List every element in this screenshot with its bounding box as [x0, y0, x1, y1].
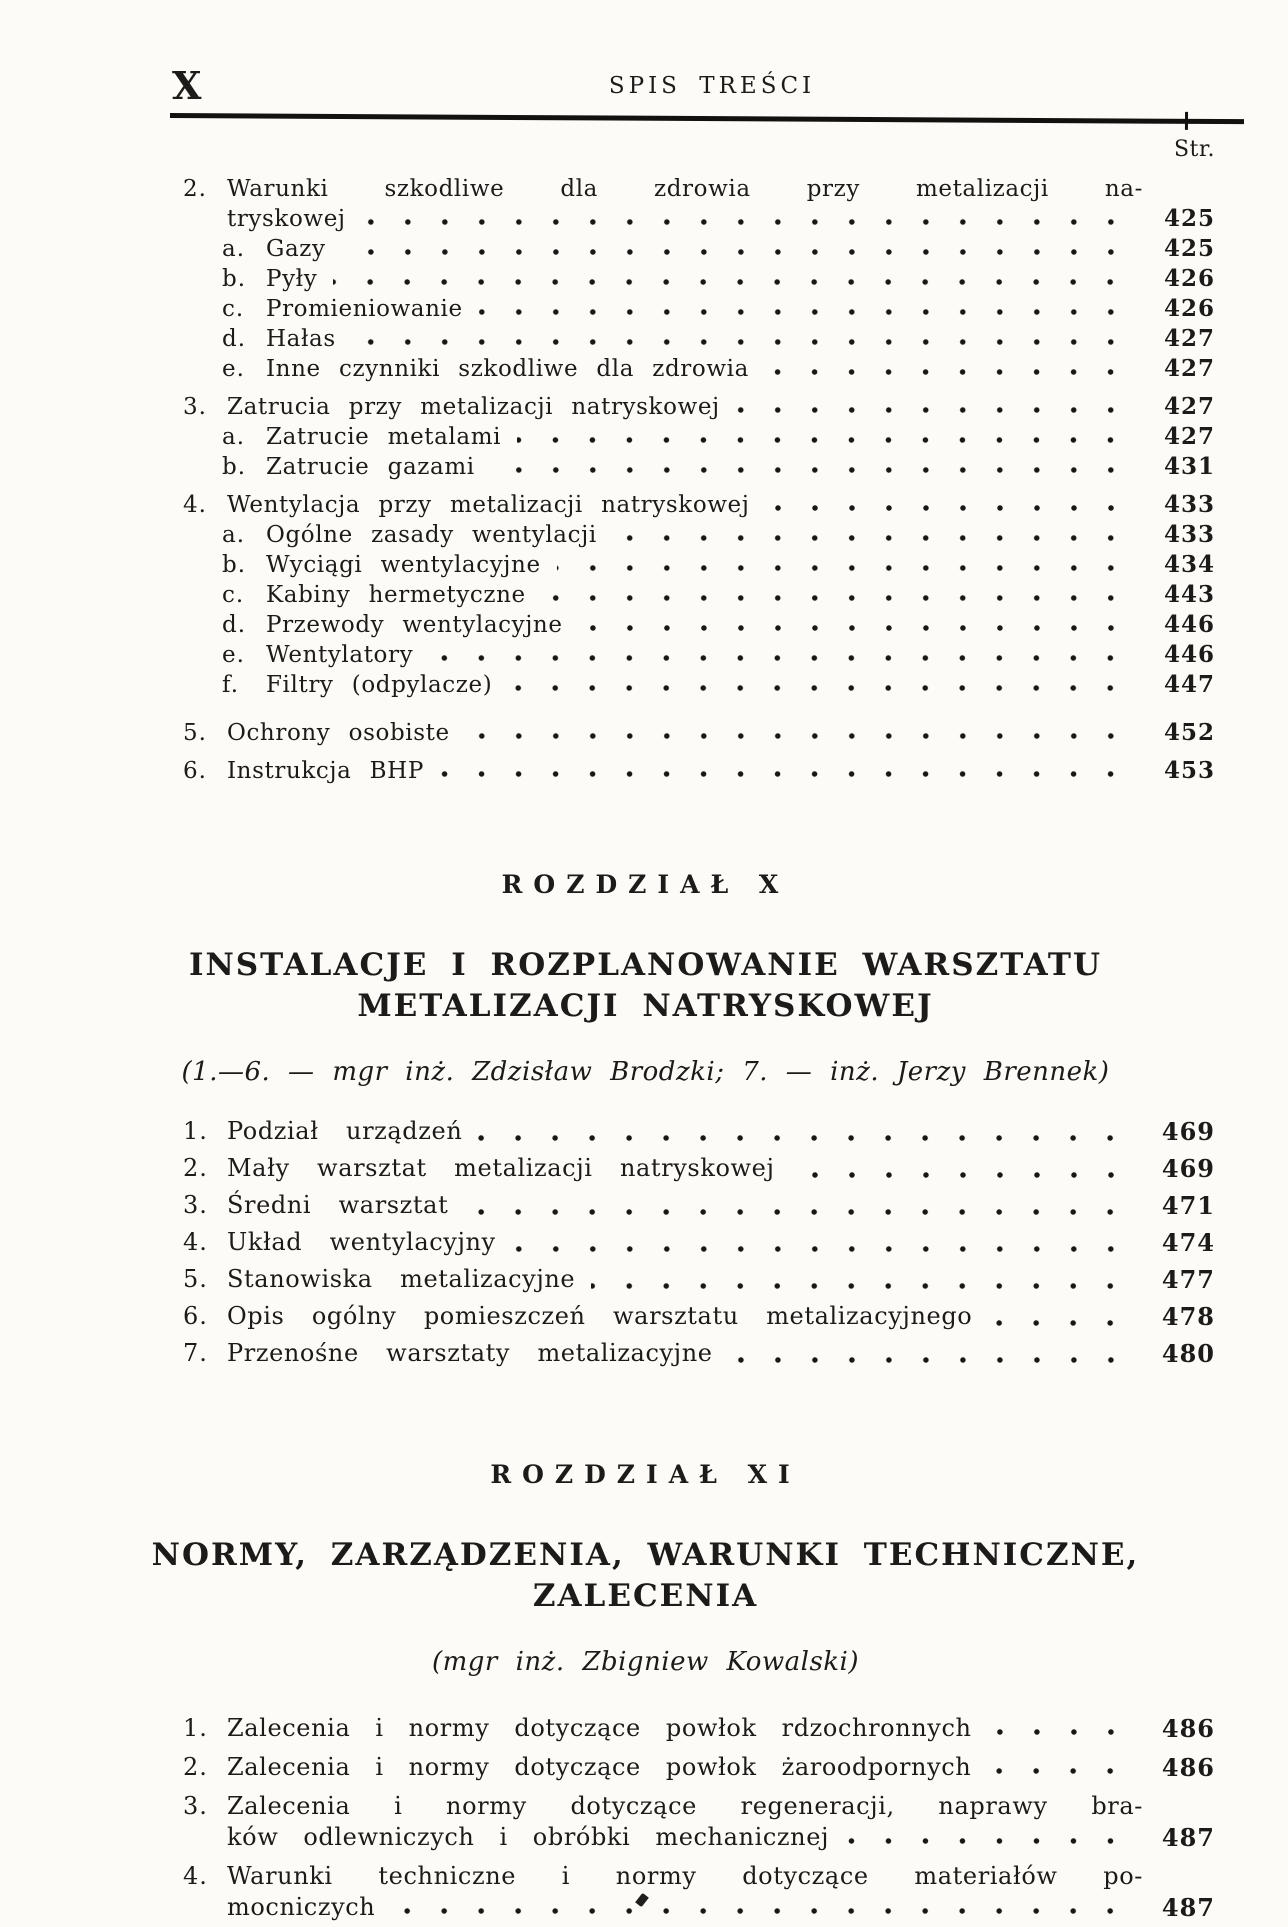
- entry-label: tryskowej: [227, 206, 346, 232]
- entry-label: Podział urządzeń: [227, 1117, 463, 1145]
- page-number: 427: [1163, 423, 1215, 450]
- entry-label: Filtry (odpylacze): [266, 672, 493, 698]
- page-number: 469: [1161, 1154, 1215, 1183]
- entry-label: Kabiny hermetyczne: [266, 582, 526, 608]
- toc-entry: [172, 670, 1215, 700]
- page-number: 469: [1161, 1117, 1215, 1146]
- dot-leader: [845, 1822, 1133, 1853]
- entry-label: Zatrucie gazami: [266, 454, 475, 480]
- dot-leader: [508, 670, 1133, 700]
- entry-label: Zalecenia i normy dotyczące regeneracji, naprawy bra-: [227, 1792, 1143, 1820]
- toc-entry: [172, 1791, 1215, 1822]
- header-rule: [170, 113, 1244, 124]
- page-number: 425: [1163, 205, 1215, 232]
- toc-entry-continuation: [172, 1892, 1215, 1923]
- page-number: 431: [1163, 453, 1215, 480]
- page-number: 427: [1163, 325, 1215, 352]
- dot-leader: [557, 550, 1133, 580]
- dot-leader: [440, 756, 1133, 786]
- page-number: 471: [1161, 1191, 1215, 1220]
- entry-label: Stanowiska metalizacyjne: [227, 1265, 576, 1293]
- dot-leader: [333, 264, 1133, 294]
- toc-entry: [172, 640, 1215, 670]
- chapter-title-xi: [124, 1535, 1167, 1617]
- chapter-heading-xi: ROZDZIAŁ XI: [490, 1460, 801, 1489]
- entry-number: b.: [222, 552, 247, 578]
- dot-leader: [988, 1298, 1133, 1335]
- dot-leader: [352, 324, 1133, 354]
- dot-leader: [736, 392, 1133, 422]
- entry-number: 6.: [183, 758, 207, 784]
- page-number: 486: [1161, 1753, 1215, 1782]
- entry-label: Zalecenia i normy dotyczące powłok rdzochronnych: [227, 1714, 972, 1742]
- entry-label: Warunki techniczne i normy dotyczące materiałów po-: [227, 1862, 1143, 1890]
- entry-number: 7.: [183, 1339, 208, 1367]
- toc-entry: [172, 294, 1215, 324]
- chapter-title-x: [124, 945, 1167, 1027]
- toc-entry: [172, 354, 1215, 384]
- toc-entry: [172, 1713, 1215, 1744]
- entry-number: 2.: [183, 1753, 208, 1781]
- dot-leader: [766, 490, 1134, 520]
- running-head-title: SPIS TREŚCI: [608, 73, 816, 99]
- entry-number: 4.: [183, 492, 207, 518]
- entry-number: d.: [222, 326, 247, 352]
- entry-label: Zatrucia przy metalizacji natryskowej: [227, 394, 720, 420]
- toc-entry: [172, 520, 1215, 550]
- toc-entry: [172, 422, 1215, 452]
- toc-entry-continuation: [172, 1822, 1215, 1853]
- entry-label: Wentylatory: [266, 642, 414, 668]
- dot-leader: [591, 1261, 1133, 1298]
- dot-leader: [391, 1892, 1133, 1923]
- toc-entry: [172, 1261, 1215, 1298]
- page-number: 446: [1163, 641, 1215, 668]
- page-number: 427: [1163, 355, 1215, 382]
- dot-leader: [429, 640, 1133, 670]
- entry-label: Ogólne zasady wentylacji: [266, 522, 597, 548]
- dot-leader: [613, 520, 1133, 550]
- chapter-title-line: ZALECENIA: [532, 1578, 759, 1614]
- chapter-heading-x: ROZDZIAŁ X: [501, 870, 790, 899]
- running-header: [0, 0, 1288, 107]
- toc-entry-continuation: [172, 204, 1215, 234]
- toc-entry: [172, 264, 1215, 294]
- page-number: 425: [1163, 235, 1215, 262]
- dot-leader: [362, 204, 1133, 234]
- entry-number: 4.: [183, 1228, 208, 1256]
- toc-entry: [172, 718, 1215, 748]
- page-content: [0, 138, 1288, 1923]
- page-folio: X: [172, 63, 203, 108]
- toc-entry: [172, 1187, 1215, 1224]
- toc-entry: [172, 580, 1215, 610]
- entry-number: b.: [222, 266, 247, 292]
- dot-leader: [466, 718, 1133, 748]
- dot-leader: [988, 1713, 1133, 1744]
- toc-section-chapter-10: [172, 1113, 1215, 1372]
- page-number: 477: [1161, 1265, 1215, 1294]
- page-column-spacer: [1143, 1791, 1215, 1822]
- toc-entry: [172, 452, 1215, 482]
- toc-entry: [172, 1224, 1215, 1261]
- toc-entry: [172, 756, 1215, 786]
- page-number: 487: [1161, 1893, 1215, 1922]
- entry-label: Przewody wentylacyjne: [266, 612, 563, 638]
- entry-number: e.: [222, 356, 245, 382]
- dot-leader: [579, 610, 1133, 640]
- toc-entry: [172, 1150, 1215, 1187]
- toc-entry: [172, 1752, 1215, 1783]
- dot-leader: [517, 422, 1133, 452]
- dot-leader: [791, 1150, 1133, 1187]
- entry-number-empty: [183, 204, 227, 234]
- page-number: 433: [1163, 491, 1215, 518]
- toc-entry: [172, 324, 1215, 354]
- page-number: 426: [1163, 295, 1215, 322]
- page-column-spacer: [1143, 174, 1215, 204]
- entry-number: 3.: [183, 1792, 208, 1820]
- toc-entry: [172, 392, 1215, 422]
- entry-label: Układ wentylacyjny: [227, 1228, 496, 1256]
- page-column-label: Str.: [1173, 137, 1215, 162]
- entry-number-empty: [183, 1822, 227, 1853]
- dot-leader: [479, 294, 1133, 324]
- entry-label: Średni warsztat: [227, 1191, 449, 1219]
- entry-label: Hałas: [266, 326, 336, 352]
- entry-label: Mały warsztat metalizacji natryskowej: [227, 1154, 775, 1182]
- toc-entry: [172, 1861, 1215, 1892]
- page-number: 443: [1163, 581, 1215, 608]
- chapter-authors-x: (1.—6. — mgr inż. Zdzisław Brodzki; 7. — inż. Jerzy Brennek): [181, 1057, 1110, 1087]
- entry-number: b.: [222, 454, 247, 480]
- toc-entry: [172, 234, 1215, 264]
- toc-entry: [172, 1335, 1215, 1372]
- dot-leader: [491, 452, 1133, 482]
- page-number: 478: [1161, 1302, 1215, 1331]
- dot-leader: [464, 1187, 1133, 1224]
- toc-entry: [172, 1298, 1215, 1335]
- entry-label: Zatrucie metalami: [266, 424, 502, 450]
- entry-number: a.: [222, 424, 246, 450]
- chapter-title-line: INSTALACJE I ROZPLANOWANIE WARSZTATU: [188, 947, 1103, 983]
- entry-number: a.: [222, 236, 246, 262]
- toc-entry: [172, 1113, 1215, 1150]
- entry-number: 6.: [183, 1302, 208, 1330]
- page-number: 446: [1163, 611, 1215, 638]
- entry-number: 5.: [183, 1265, 208, 1293]
- page-number: 434: [1163, 551, 1215, 578]
- dot-leader: [765, 354, 1133, 384]
- entry-number: 2.: [183, 176, 207, 202]
- toc-entry: [172, 610, 1215, 640]
- page-number: 480: [1161, 1339, 1215, 1368]
- entry-number: 4.: [183, 1862, 208, 1890]
- page-number: 447: [1163, 671, 1215, 698]
- rule-tick-mark: [1185, 112, 1188, 130]
- page-number: 452: [1163, 719, 1215, 746]
- entry-number: a.: [222, 522, 246, 548]
- entry-number: f.: [222, 672, 240, 698]
- toc-entry: [172, 550, 1215, 580]
- page-number: 453: [1163, 757, 1215, 784]
- entry-label: Przenośne warsztaty metalizacyjne: [227, 1339, 713, 1367]
- page-number: 487: [1161, 1823, 1215, 1852]
- entry-number: 5.: [183, 720, 207, 746]
- dot-leader: [542, 580, 1133, 610]
- entry-label: Promieniowanie: [266, 296, 463, 322]
- chapter-authors-xi: (mgr inż. Zbigniew Kowalski): [431, 1647, 860, 1677]
- entry-label: ków odlewniczych i obróbki mechanicznej: [227, 1823, 830, 1851]
- entry-number: 3.: [183, 394, 207, 420]
- page-number: 474: [1161, 1228, 1215, 1257]
- page-number: 433: [1163, 521, 1215, 548]
- entry-number: c.: [222, 582, 245, 608]
- dot-leader: [987, 1752, 1133, 1783]
- page-number: 426: [1163, 265, 1215, 292]
- entry-label: Wentylacja przy metalizacji natryskowej: [227, 492, 750, 518]
- entry-label: Opis ogólny pomieszczeń warsztatu metalizacyjnego: [227, 1302, 973, 1330]
- entry-label: Instrukcja BHP: [227, 758, 424, 784]
- entry-number: 1.: [183, 1714, 208, 1742]
- entry-label: Warunki szkodliwe dla zdrowia przy metalizacji na-: [227, 176, 1143, 202]
- page-number: 486: [1161, 1714, 1215, 1743]
- toc-section-chapter-9: [172, 174, 1215, 786]
- entry-number: 1.: [183, 1117, 208, 1145]
- entry-number: 3.: [183, 1191, 208, 1219]
- entry-number: 2.: [183, 1154, 208, 1182]
- chapter-title-line: NORMY, ZARZĄDZENIA, WARUNKI TECHNICZNE,: [151, 1537, 1140, 1573]
- entry-label: mocniczych: [227, 1893, 376, 1921]
- entry-label: Ochrony osobiste: [227, 720, 450, 746]
- dot-leader: [478, 1113, 1133, 1150]
- dot-leader: [342, 234, 1133, 264]
- toc-entry: [172, 174, 1215, 204]
- dot-leader: [729, 1335, 1133, 1372]
- toc-section-chapter-11: [172, 1713, 1215, 1923]
- page-number: 427: [1163, 393, 1215, 420]
- entry-label: Wyciągi wentylacyjne: [266, 552, 541, 578]
- entry-label: Inne czynniki szkodliwe dla zdrowia: [266, 356, 749, 382]
- entry-label: Gazy: [266, 236, 326, 262]
- entry-number: e.: [222, 642, 245, 668]
- entry-number: d.: [222, 612, 247, 638]
- page-column-spacer: [1143, 1861, 1215, 1892]
- dot-leader: [512, 1224, 1133, 1261]
- entry-number-empty: [183, 1892, 227, 1923]
- entry-number: c.: [222, 296, 245, 322]
- toc-entry: [172, 490, 1215, 520]
- chapter-title-line: METALIZACJI NATRYSKOWEJ: [357, 988, 934, 1024]
- entry-label: Zalecenia i normy dotyczące powłok żaroodpornych: [227, 1753, 972, 1781]
- entry-label: Pyły: [266, 266, 318, 292]
